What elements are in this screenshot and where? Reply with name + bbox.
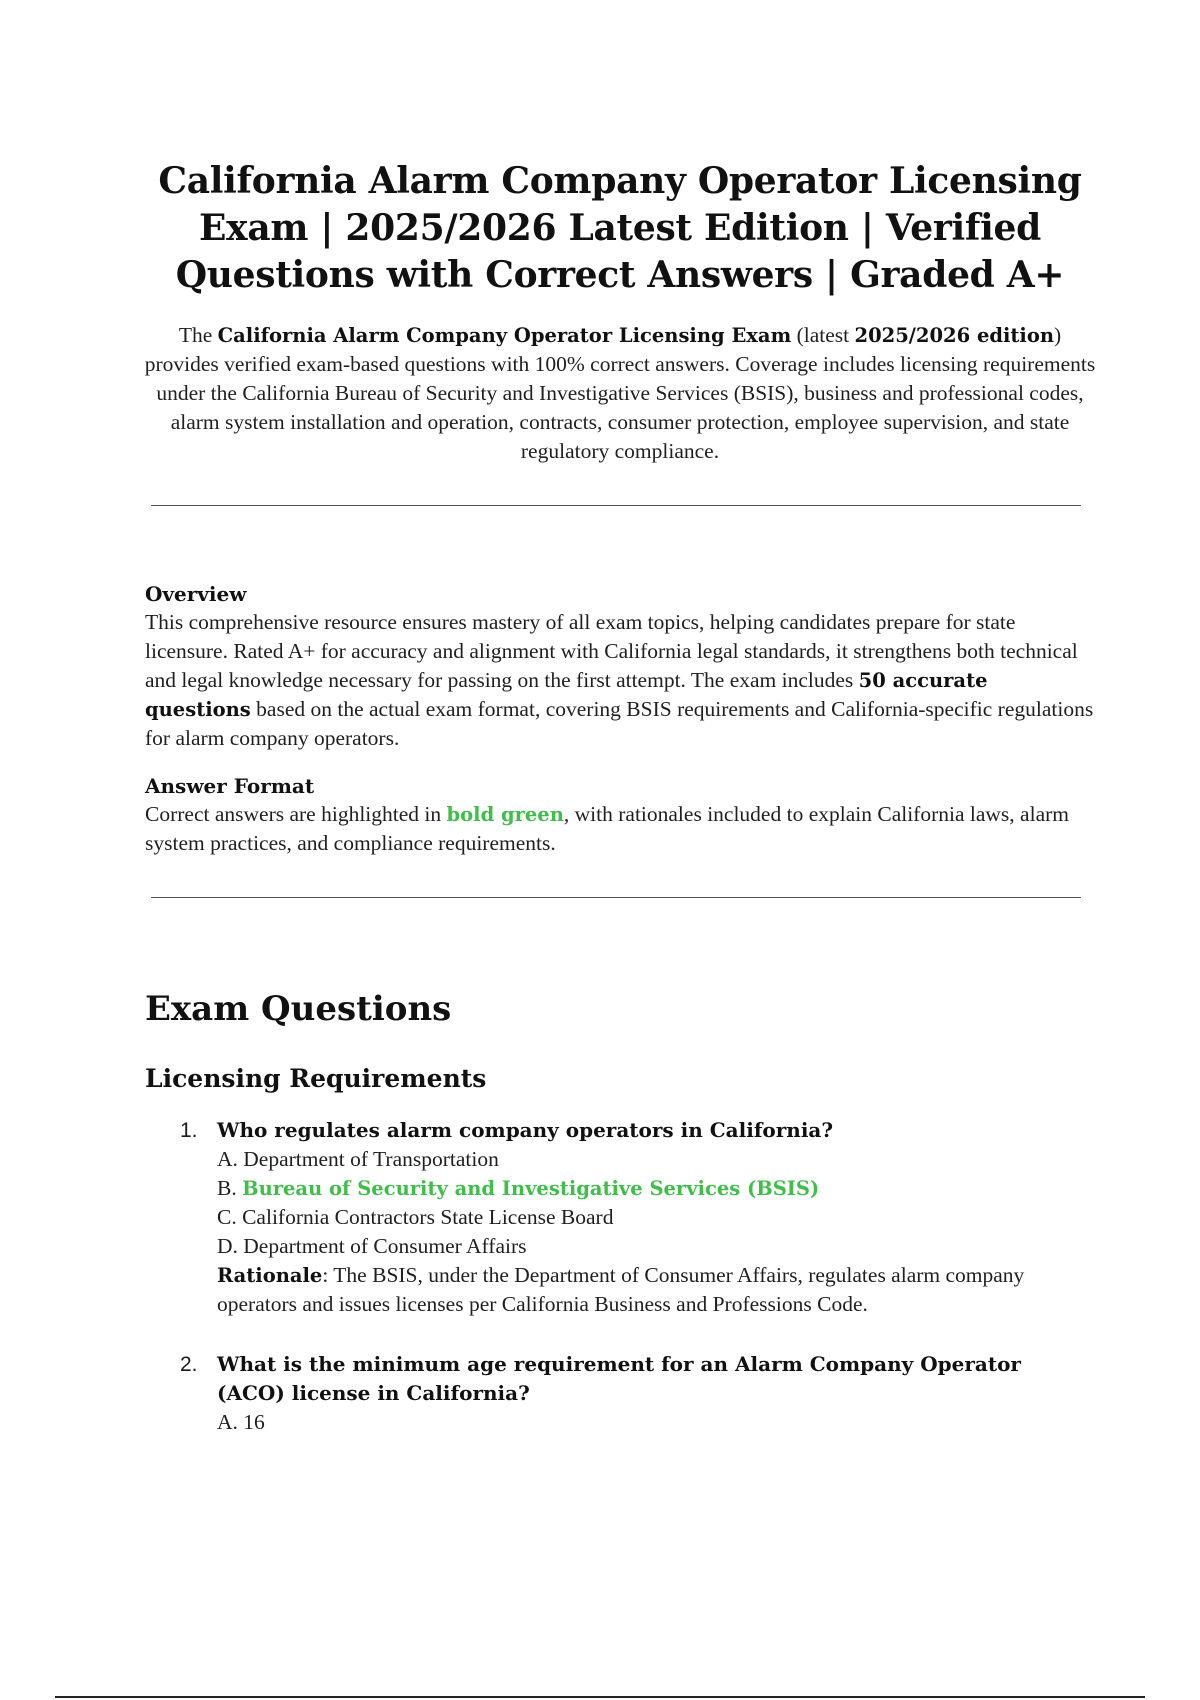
intro-exam-name: California Alarm Company Operator Licensing Exam [217, 324, 792, 347]
overview-text-post: based on the actual exam format, covering BSIS requirements and California-specific regulations for alarm company operators. [145, 697, 1094, 750]
answer-format-heading: Answer Format [145, 774, 315, 798]
answer-format-text [145, 800, 1095, 858]
option-label: D. [217, 1234, 244, 1258]
question-content [217, 1116, 1077, 1319]
answer-format-section [145, 772, 1095, 858]
licensing-requirements-heading: Licensing Requirements [145, 1064, 487, 1093]
answer-option [217, 1232, 1077, 1261]
intro-mid: (latest [791, 323, 855, 347]
option-label: A. [217, 1147, 244, 1171]
exam-questions-heading: Exam Questions [145, 989, 452, 1029]
intro-post: ) provides verified exam-based questions with 100% correct answers. Coverage includes licensing requirements under the California Bureau of Security and Investigative Services (BSIS), business and professional codes, alarm system installation and operation, contracts, consumer protection, employee supervision, and state regulatory compliance. [144, 323, 1096, 463]
divider [151, 897, 1081, 898]
intro-edition: 2025/2026 edition [854, 324, 1055, 347]
answer-format-text-post: , with rationales included to explain California laws, alarm system practices, and compliance requirements. [145, 802, 1069, 855]
overview-highlight: 50 accurate questions [145, 669, 988, 721]
rationale [217, 1261, 1077, 1319]
question-content [217, 1350, 1077, 1437]
rationale-text: : The BSIS, under the Department of Consumer Affairs, regulates alarm company operators and issues licenses per California Business and Professions Code. [217, 1263, 1025, 1316]
question-text: What is the minimum age requirement for an Alarm Company Operator (ACO) license in California? [217, 1352, 1021, 1405]
answer-format-text-pre: Correct answers are highlighted in [145, 802, 447, 826]
overview-section [145, 580, 1095, 753]
rationale-label: Rationale [217, 1264, 323, 1287]
question-number: 2. [180, 1353, 198, 1376]
answer-option [217, 1145, 1077, 1174]
overview-text [145, 608, 1095, 753]
answer-option [217, 1408, 1077, 1437]
option-text: 16 [243, 1410, 265, 1434]
page-bottom-border [55, 1696, 1145, 1698]
answer-option [217, 1203, 1077, 1232]
question-number: 1. [180, 1119, 198, 1142]
question-text: Who regulates alarm company operators in California? [217, 1118, 834, 1142]
overview-text-pre: This comprehensive resource ensures mastery of all exam topics, helping candidates prepare for state licensure. Rated A+ for accuracy and alignment with California legal standards, it strengthens both technical and legal knowledge necessary for passing on the first attempt. The exam includes [145, 610, 1078, 692]
overview-heading: Overview [145, 582, 247, 606]
option-text: Department of Transportation [243, 1147, 499, 1171]
intro-paragraph [140, 321, 1100, 466]
option-label: A. [217, 1410, 244, 1434]
answer-format-highlight: bold green [446, 803, 564, 826]
option-text-correct: Bureau of Security and Investigative Services (BSIS) [242, 1177, 820, 1200]
document-title: California Alarm Company Operator Licensing Exam | 2025/2026 Latest Edition | Verified Questions with Correct Answers | Graded A+ [158, 160, 1082, 296]
option-text: Department of Consumer Affairs [243, 1234, 527, 1258]
option-label: B. [217, 1176, 243, 1200]
answer-option-correct [217, 1174, 1077, 1203]
option-text: California Contractors State License Board [242, 1205, 614, 1229]
intro-pre: The [178, 323, 218, 347]
divider [151, 505, 1081, 506]
option-label: C. [217, 1205, 243, 1229]
